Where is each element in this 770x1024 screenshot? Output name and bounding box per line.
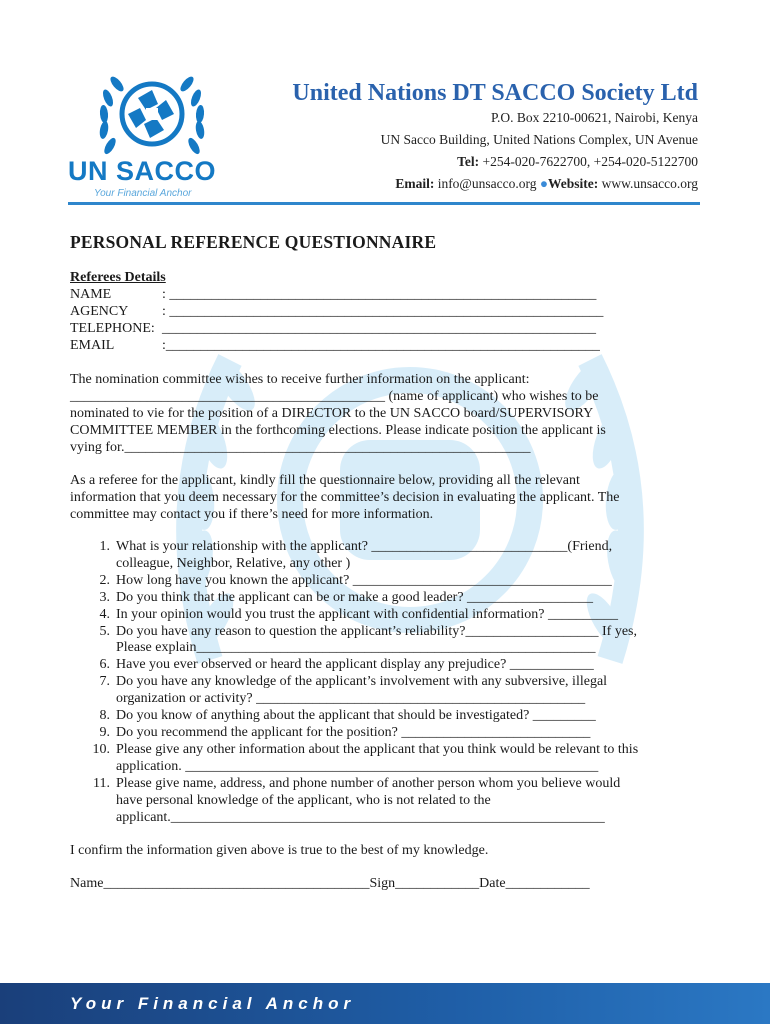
signature-row <box>70 875 680 892</box>
date-label: Date <box>479 876 506 891</box>
telephone-field[interactable]: ______________________________________________________________ <box>162 321 596 336</box>
email-value[interactable]: info@unsacco.org <box>437 176 537 191</box>
referee-name-row: NAME : _____________________________________________________________ <box>70 287 597 302</box>
name-field[interactable]: _____________________________________________________________ <box>169 287 597 302</box>
signature-field[interactable]: ____________ <box>395 876 480 891</box>
position-field[interactable]: vying for.__________________________________________________________ <box>70 440 531 455</box>
email-label: Email: <box>395 176 435 191</box>
bullet-icon: ● <box>539 176 549 191</box>
question-list <box>70 539 710 826</box>
un-sacco-emblem-icon <box>92 68 212 164</box>
referee-telephone-row <box>70 321 596 337</box>
instructions-paragraph: As a referee for the applicant, kindly fill the questionnaire below, providing all the relevant information that you deem necessary for the committee’s decision in evaluating the applicant. The committee may contact you if there’s need for more information. <box>70 473 620 522</box>
signature-name-field[interactable]: ______________________________________ <box>103 876 370 891</box>
telephone-line <box>457 154 698 170</box>
applicant-name-field[interactable]: _____________________________________________ (name of applicant) who wishes to be <box>70 389 599 404</box>
tel-value: +254-020-7622700, +254-020-5122700 <box>482 154 698 169</box>
logo-text: UN SACCO <box>68 156 217 186</box>
website-value[interactable]: www.unsacco.org <box>601 176 698 191</box>
question-item[interactable]: 9. Do you recommend the applicant for the position? ___________________________ <box>99 724 591 740</box>
referees-heading: Referees Details <box>70 270 166 285</box>
question-item[interactable]: 1. What is your relationship with the applicant? ____________________________(Friend, colleague, Neighbor, Relative, any other ) <box>99 539 613 571</box>
question-item[interactable]: 11. Please give name, address, and phone number of another person whom you believe would have personal knowledge of the applicant, who is not related to the applicant.______________________________________________________________ <box>93 775 621 825</box>
date-field[interactable]: ____________ <box>505 876 590 891</box>
question-item[interactable]: 4. In your opinion would you trust the applicant with confidential information? __________ <box>99 606 618 622</box>
confirmation-statement: I confirm the information given above is true to the best of my knowledge. <box>70 843 489 858</box>
building-address: UN Sacco Building, United Nations Complex, UN Avenue <box>380 132 698 147</box>
footer-tagline: Your Financial Anchor <box>70 994 356 1013</box>
agency-field[interactable]: ______________________________________________________________ <box>169 304 604 319</box>
referee-email-row: EMAIL :______________________________________________________________ <box>70 338 600 353</box>
question-item[interactable]: 6. Have you ever observed or heard the applicant display any prejudice? ____________ <box>99 657 594 673</box>
name-label: Name <box>70 876 104 891</box>
logo <box>64 68 234 208</box>
question-item[interactable]: 5. Do you have any reason to question the applicant’s reliability?___________________ If yes, Please explain_________________________________________________________ <box>99 623 638 656</box>
header-divider <box>68 202 700 205</box>
question-item[interactable]: 3. Do you think that the applicant can be or make a good leader? __________________ <box>99 589 594 605</box>
logo-tagline: Your Financial Anchor <box>94 188 192 199</box>
nomination-paragraph: The nomination committee wishes to receive further information on the applicant: _____________________________________________ (name of applicant) who wishes to be nominated to vie for the position of a DIRECTOR to the UN SACCO board/SUPERVISORY COMMITTEE MEMBER in the forthcoming elections. Please indicate position the applicant is vying for.__________________________________________________________ <box>70 371 680 456</box>
tel-label: Tel: <box>457 154 480 169</box>
field-label: AGENCY <box>70 304 129 319</box>
question-item[interactable]: 8. Do you know of anything about the applicant that should be investigated? _________ <box>99 708 596 724</box>
question-item[interactable]: 2. How long have you known the applicant? _____________________________________ <box>99 572 612 588</box>
field-label: NAME <box>70 287 112 302</box>
po-box: P.O. Box 2210-00621, Nairobi, Kenya <box>491 110 698 125</box>
referee-agency-row: AGENCY : ______________________________________________________________ <box>70 304 604 319</box>
page-title: PERSONAL REFERENCE QUESTIONNAIRE <box>70 232 437 252</box>
field-label: TELEPHONE: <box>70 321 155 336</box>
website-label: Website: <box>548 176 599 191</box>
question-item[interactable]: 7. Do you have any knowledge of the applicant’s involvement with any subversive, illegal organization or activity? _______________________________________________ <box>99 674 608 707</box>
field-label: EMAIL <box>70 338 115 353</box>
org-name: United Nations DT SACCO Society Ltd <box>292 80 698 106</box>
contact-line <box>395 176 698 192</box>
question-item[interactable]: 10. Please give any other information about the applicant that you think would be relevant to this application. ___________________________________________________________ <box>92 741 639 774</box>
email-field[interactable]: ______________________________________________________________ <box>165 338 600 353</box>
sign-label: Sign <box>369 876 396 891</box>
